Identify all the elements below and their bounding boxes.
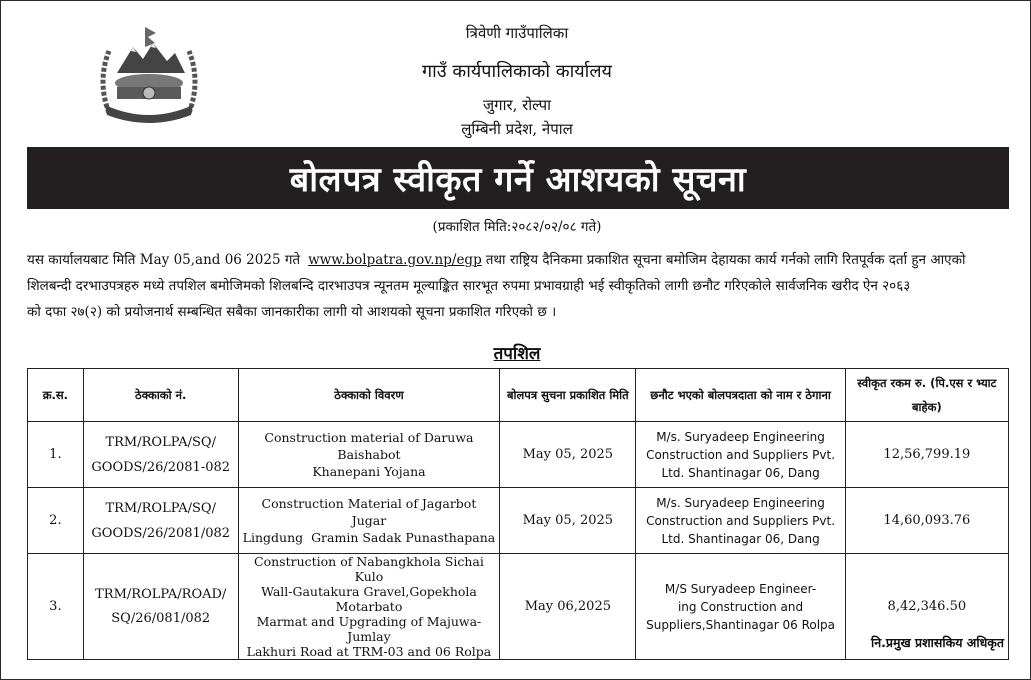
contract-no-line: TRM/ROLPA/ROAD/ xyxy=(95,586,227,602)
intro-line-2: शिलबन्दी दरभाउपत्रहरु मध्ये तपशिल बमोजिमको शिलबन्दि दारभाउपत्र न्यूनतम मूल्याङ्कित सारभूत रुपमा प्रभावग्राही भई स्वीकृतिको लागी छनौट गरिएकोले सार्वजनिक खरीद ऐन २०६३ xyxy=(27,278,911,294)
bidder-line: M/s. Suryadeep Engineering xyxy=(656,495,825,510)
description-line: Construction of Nabangkhola Sichai Kulo xyxy=(254,554,484,584)
cell-amount: 12,56,799.19 xyxy=(845,422,1008,488)
municipality-name: त्रिवेणी गाउँपालिका xyxy=(465,24,569,42)
col-header-contract-no: ठेक्काको नं. xyxy=(83,369,238,422)
col-header-notice-date: बोलपत्र सुचना प्रकाशित मिति xyxy=(500,369,636,422)
cell-contract-no xyxy=(83,422,238,488)
published-date: (प्रकाशित मिति:२०८२/०२/०८ गते) xyxy=(432,219,602,235)
intro-line-1 xyxy=(27,247,1009,273)
description-line: Lakhuri Road at TRM-03 and 06 Rolpa xyxy=(246,644,492,659)
table-header-row xyxy=(28,369,1009,422)
intro-line1-pre: यस कार्यालयबाट मिति May 05,and 06 2025 गते xyxy=(27,252,301,268)
description-line: Khanepani Yojana xyxy=(312,464,426,479)
description-line: Construction material of Daruwa Baishabot xyxy=(264,430,474,462)
col-header-amount: स्वीकृत रकम रु. (पि.एस र भ्याट बाहेक) xyxy=(845,369,1008,422)
table-row xyxy=(28,488,1009,554)
description-line: Wall-Gautakura Gravel,Gopekhola Motarbato xyxy=(261,584,477,614)
cell-sn: 2. xyxy=(28,488,84,554)
schedule-heading: तपशिल xyxy=(493,344,541,364)
bolpatra-link[interactable]: www.bolpatra.gov.np/egp xyxy=(308,252,482,268)
bidder-line: Suppliers,Shantinagar 06 Rolpa xyxy=(646,617,836,632)
cell-bidder xyxy=(636,488,845,554)
cell-amount: 8,42,346.50 xyxy=(845,554,1008,660)
table-row xyxy=(28,554,1009,660)
cell-notice-date: May 05, 2025 xyxy=(500,488,636,554)
office-name: गाउँ कार्यपालिकाको कार्यालय xyxy=(422,61,612,82)
cell-sn: 1. xyxy=(28,422,84,488)
office-province: लुम्बिनी प्रदेश, नेपाल xyxy=(461,120,573,138)
cell-sn: 3. xyxy=(28,554,84,660)
cell-contract-no xyxy=(83,554,238,660)
cell-description xyxy=(238,554,500,660)
cell-bidder xyxy=(636,422,845,488)
bidder-line: ing Construction and xyxy=(677,599,804,614)
notice-title: बोलपत्र स्वीकृत गर्ने आशयको सूचना xyxy=(289,160,747,200)
col-header-description: ठेक्काको विवरण xyxy=(238,369,500,422)
cell-description xyxy=(238,422,500,488)
cell-contract-no xyxy=(83,488,238,554)
cell-description xyxy=(238,488,500,554)
bidder-line: Construction and Suppliers Pvt. xyxy=(646,447,836,462)
award-table xyxy=(27,368,1009,660)
bidder-line: M/S Suryadeep Engineer- xyxy=(664,581,817,596)
col-header-bidder: छनौट भएको बोलपत्रदाता को नाम र ठेगाना xyxy=(636,369,845,422)
cell-bidder xyxy=(636,554,845,660)
description-line: Lingdung Gramin Sadak Punasthapana xyxy=(242,530,496,545)
cell-notice-date: May 06,2025 xyxy=(500,554,636,660)
nepal-emblem-icon xyxy=(95,25,203,127)
bidder-line: M/s. Suryadeep Engineering xyxy=(656,429,825,444)
contract-no-line: TRM/ROLPA/SQ/ xyxy=(105,500,216,516)
intro-paragraph xyxy=(27,247,1009,325)
notice-title-banner xyxy=(27,147,1009,209)
contract-no-line: GOODS/26/2081/082 xyxy=(91,525,231,541)
table-row xyxy=(28,422,1009,488)
bidder-line: Construction and Suppliers Pvt. xyxy=(646,513,836,528)
col-header-sn: क्र.स. xyxy=(28,369,84,422)
bidder-line: Ltd. Shantinagar 06, Dang xyxy=(661,531,820,546)
office-address: जुगार, रोल्पा xyxy=(483,96,551,114)
intro-line1-post: तथा राष्ट्रिय दैनिकमा प्रकाशित सूचना बमोजिम देहायका कार्य गर्नको लागि रितपूर्वक दर्ता हुन आएको xyxy=(485,252,966,268)
contract-no-line: SQ/26/081/082 xyxy=(111,610,211,626)
signature-title: नि.प्रमुख प्रशासकिय अधिकृत xyxy=(870,635,1004,650)
description-line: Construction Material of Jagarbot Jugar xyxy=(261,496,477,528)
contract-no-line: GOODS/26/2081-082 xyxy=(91,459,231,475)
cell-notice-date: May 05, 2025 xyxy=(500,422,636,488)
description-line: Marmat and Upgrading of Majuwa-Jumlay xyxy=(256,614,482,644)
contract-no-line: TRM/ROLPA/SQ/ xyxy=(105,434,216,450)
bidder-line: Ltd. Shantinagar 06, Dang xyxy=(661,465,820,480)
cell-amount: 14,60,093.76 xyxy=(845,488,1008,554)
intro-line-3: को दफा २७(२) को प्रयोजनार्थ सम्बन्धित सबैका जानकारीका लागी यो आशयको सूचना प्रकाशित गरिएको छ । xyxy=(27,304,557,320)
